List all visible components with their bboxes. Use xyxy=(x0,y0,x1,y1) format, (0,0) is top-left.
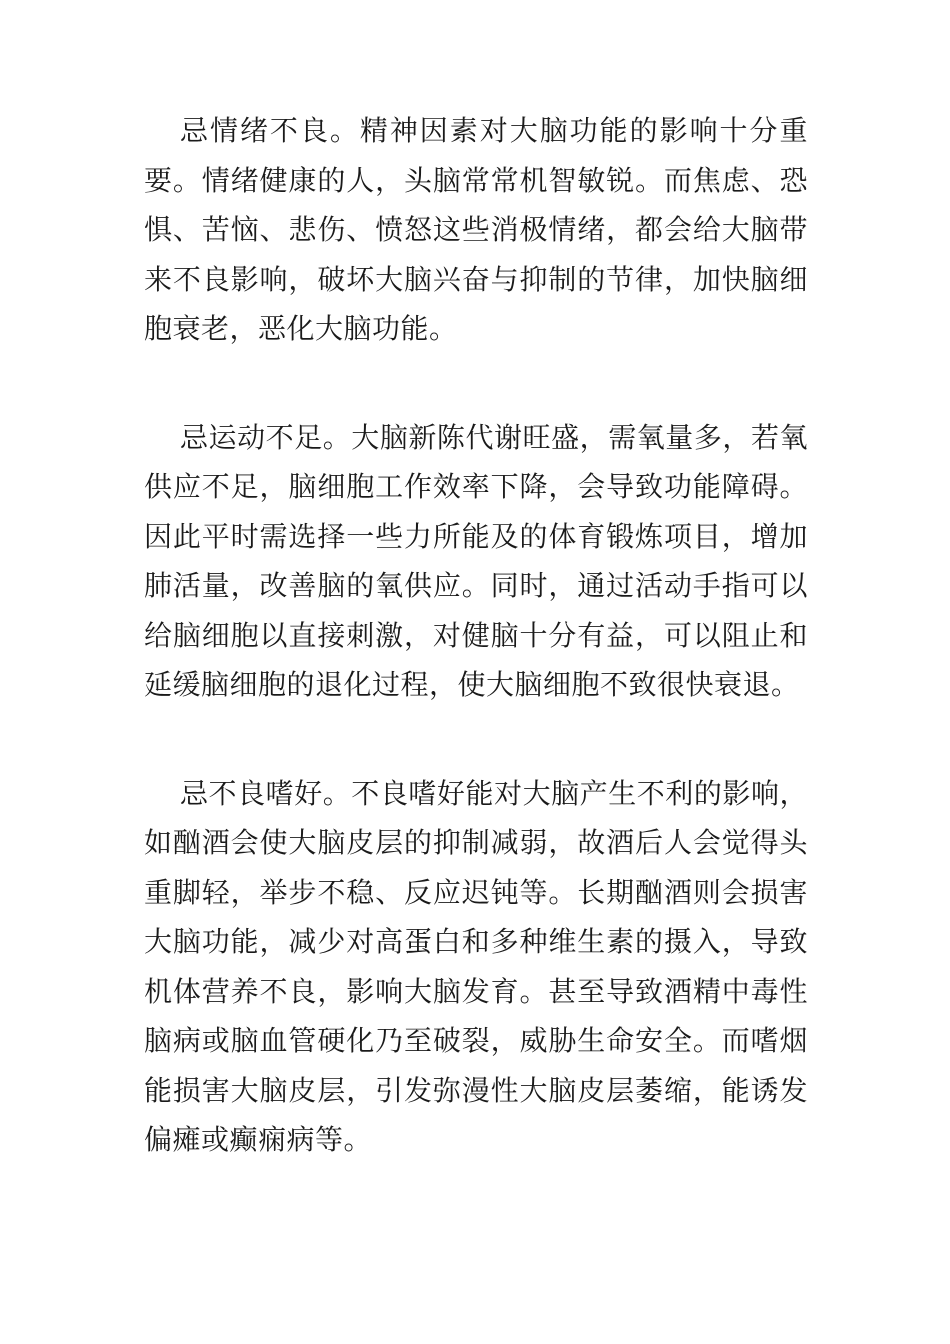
document-body xyxy=(144,106,808,1165)
paragraph-exercise: 忌运动不足。大脑新陈代谢旺盛，需氧量多，若氧供应不足，脑细胞工作效率下降，会导致功能障碍。因此平时需选择一些力所能及的体育锻炼项目，增加肺活量，改善脑的氧供应。同时，通过活动手指可以给脑细胞以直接刺激，对健脑十分有益，可以阻止和延缓脑细胞的退化过程，使大脑细胞不致很快衰退。 xyxy=(144,420,808,701)
paragraph-emotion: 忌情绪不良。精神因素对大脑功能的影响十分重要。情绪健康的人，头脑常常机智敏锐。而焦虑、恐惧、苦恼、悲伤、愤怒这些消极情绪，都会给大脑带来不良影响，破坏大脑兴奋与抑制的节律，加快脑细胞衰老，恶化大脑功能。 xyxy=(144,114,808,345)
paragraph-bad-habits: 忌不良嗜好。不良嗜好能对大脑产生不利的影响，如酗酒会使大脑皮层的抑制减弱，故酒后人会觉得头重脚轻，举步不稳、反应迟钝等。长期酗酒则会损害大脑功能，减少对高蛋白和多种维生素的摄入，导致机体营养不良，影响大脑发育。甚至导致酒精中毒性脑病或脑血管硬化乃至破裂，威胁生命安全。而嗜烟能损害大脑皮层，引发弥漫性大脑皮层萎缩，能诱发偏瘫或癫痫病等。 xyxy=(144,776,808,1156)
